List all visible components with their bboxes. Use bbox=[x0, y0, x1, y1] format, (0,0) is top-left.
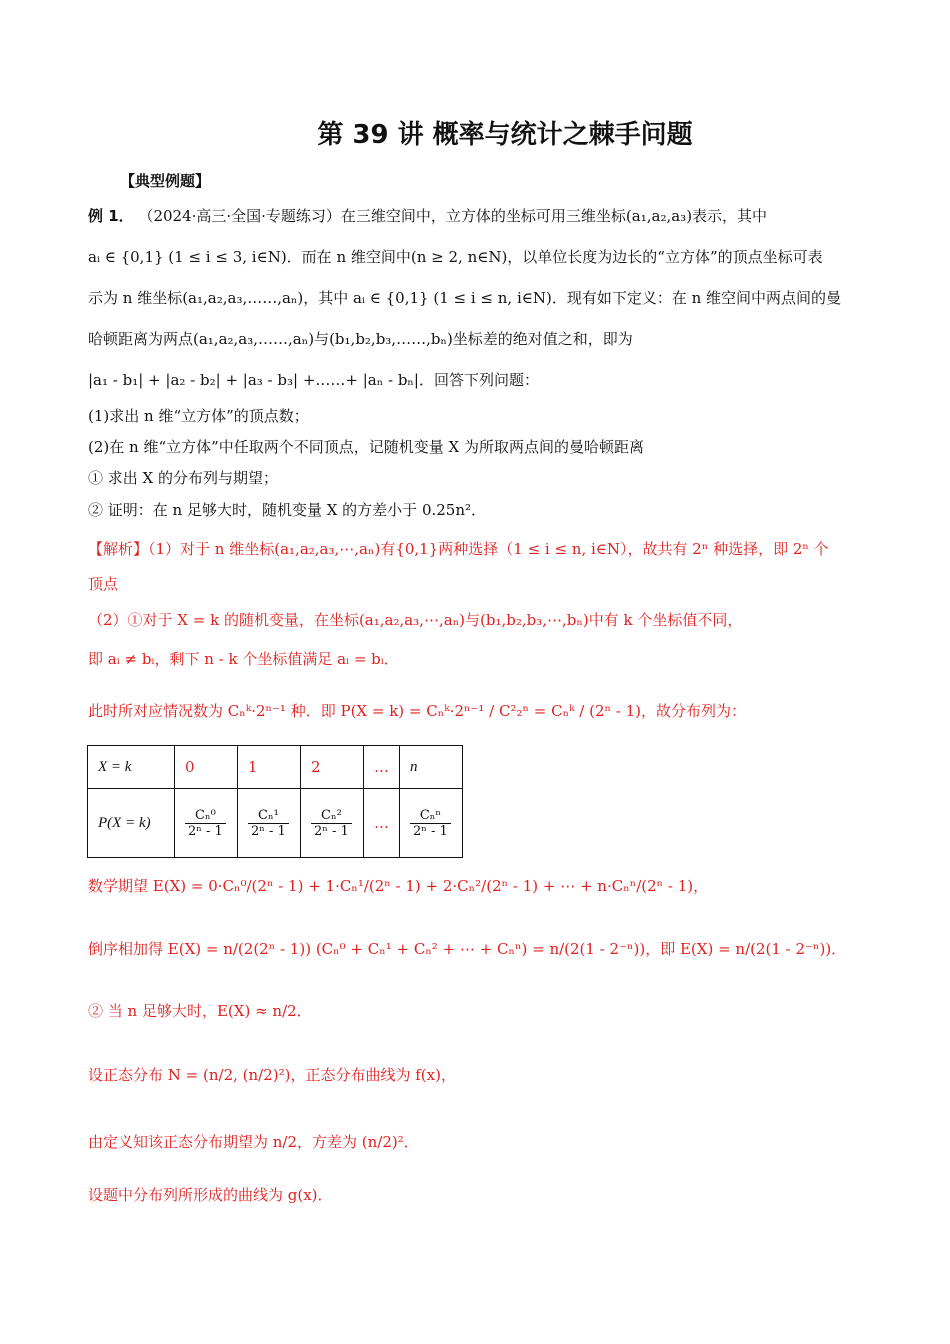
solution-line-1b: 顶点 bbox=[88, 575, 119, 593]
fraction-numerator: Cₙⁿ bbox=[410, 808, 451, 824]
solution-line-9: 由定义知该正态分布期望为 n/2，方差为 (n/2)²． bbox=[88, 1133, 419, 1151]
question-2a: ① 求出 X 的分布列与期望； bbox=[88, 469, 278, 487]
example-label: 例 1． bbox=[88, 207, 134, 225]
table-row bbox=[88, 789, 463, 858]
table-row bbox=[88, 746, 463, 789]
solution-line-1: 【解析】（1）对于 n 维坐标(a₁,a₂,a₃,⋯,aₙ)有{0,1}两种选择（1 ≤ i ≤ n, i∈N），故共有 2ⁿ 种选择，即 2ⁿ 个 bbox=[88, 540, 829, 558]
fraction-numerator: Cₙ⁰ bbox=[185, 808, 226, 824]
fraction-numerator: Cₙ² bbox=[311, 808, 352, 824]
fraction-numerator: Cₙ¹ bbox=[248, 808, 289, 824]
question-1: (1)求出 n 维“立方体”的顶点数； bbox=[88, 407, 309, 425]
table-header-x: X = k bbox=[88, 746, 175, 789]
solution-line-2: （2）①对于 X = k 的随机变量，在坐标(a₁,a₂,a₃,⋯,aₙ)与(b₁,b₂,b₃,⋯,bₙ)中有 k 个坐标值不同， bbox=[88, 611, 743, 629]
table-cell: 1 bbox=[238, 746, 301, 789]
example-line-1 bbox=[88, 205, 767, 226]
fraction-denominator: 2ⁿ - 1 bbox=[413, 823, 448, 839]
question-2: (2)在 n 维“立方体”中任取两个不同顶点，记随机变量 X 为所取两点间的曼哈顿距离 bbox=[88, 438, 644, 456]
section-heading: 【典型例题】 bbox=[120, 172, 211, 190]
table-cell: 0 bbox=[175, 746, 238, 789]
table-cell bbox=[400, 789, 463, 858]
fraction-denominator: 2ⁿ - 1 bbox=[251, 823, 286, 839]
table-cell: 2 bbox=[301, 746, 364, 789]
distribution-table bbox=[87, 745, 463, 858]
example-text-1: （2024·高三·全国·专题练习）在三维空间中，立方体的坐标可用三维坐标(a₁,a₂,a₃)表示，其中 bbox=[138, 207, 768, 225]
table-cell: … bbox=[364, 746, 400, 789]
table-cell bbox=[175, 789, 238, 858]
table-cell bbox=[238, 789, 301, 858]
question-2b: ② 证明：在 n 足够大时，随机变量 X 的方差小于 0.25n²． bbox=[88, 501, 487, 519]
table-cell bbox=[301, 789, 364, 858]
example-line-2: aᵢ ∈ {0,1} (1 ≤ i ≤ 3, i∈N)．而在 n 维空间中(n ≥ 2, n∈N)，以单位长度为边长的“立方体”的顶点坐标可表 bbox=[88, 248, 823, 266]
fraction-denominator: 2ⁿ - 1 bbox=[188, 823, 223, 839]
solution-line-10: 设题中分布列所形成的曲线为 g(x)． bbox=[88, 1186, 333, 1204]
example-line-3: 示为 n 维坐标(a₁,a₂,a₃,……,aₙ)，其中 aᵢ ∈ {0,1} (1 ≤ i ≤ n, i∈N)．现有如下定义：在 n 维空间中两点间的曼 bbox=[88, 289, 842, 307]
solution-line-3: 即 aᵢ ≠ bᵢ，剩下 n - k 个坐标值满足 aᵢ = bᵢ． bbox=[88, 650, 399, 668]
solution-line-7: ② 当 n 足够大时，E(X) ≈ n/2． bbox=[88, 1002, 312, 1020]
solution-line-6: 倒序相加得 E(X) = n/(2(2ⁿ - 1)) (Cₙ⁰ + Cₙ¹ + Cₙ² + ⋯ + Cₙⁿ) = n/(2(1 - 2⁻ⁿ))，即 E(X) = n/(2(1 - 2⁻ⁿ))． bbox=[88, 940, 847, 958]
example-line-4: 哈顿距离为两点(a₁,a₂,a₃,……,aₙ)与(b₁,b₂,b₃,……,bₙ)坐标差的绝对值之和，即为 bbox=[88, 330, 633, 348]
table-cell: … bbox=[364, 789, 400, 858]
page-title: 第 39 讲 概率与统计之棘手问题 bbox=[317, 120, 693, 150]
solution-line-5: 数学期望 E(X) = 0·Cₙ⁰/(2ⁿ - 1) + 1·Cₙ¹/(2ⁿ - 1) + 2·Cₙ²/(2ⁿ - 1) + ⋯ + n·Cₙⁿ/(2ⁿ - 1)， bbox=[88, 877, 709, 895]
table-header-p: P(X = k) bbox=[88, 789, 175, 858]
solution-line-8: 设正态分布 N = (n/2, (n/2)²)，正态分布曲线为 f(x)， bbox=[88, 1066, 456, 1084]
fraction-denominator: 2ⁿ - 1 bbox=[314, 823, 349, 839]
example-line-5: |a₁ - b₁| + |a₂ - b₂| + |a₃ - b₃| +……+ |aₙ - bₙ|．回答下列问题： bbox=[88, 371, 539, 389]
solution-line-4: 此时所对应情况数为 Cₙᵏ·2ⁿ⁻¹ 种．即 P(X = k) = Cₙᵏ·2ⁿ⁻¹ / C²₂ⁿ = Cₙᵏ / (2ⁿ - 1)，故分布列为： bbox=[88, 702, 747, 720]
table-cell: n bbox=[400, 746, 463, 789]
